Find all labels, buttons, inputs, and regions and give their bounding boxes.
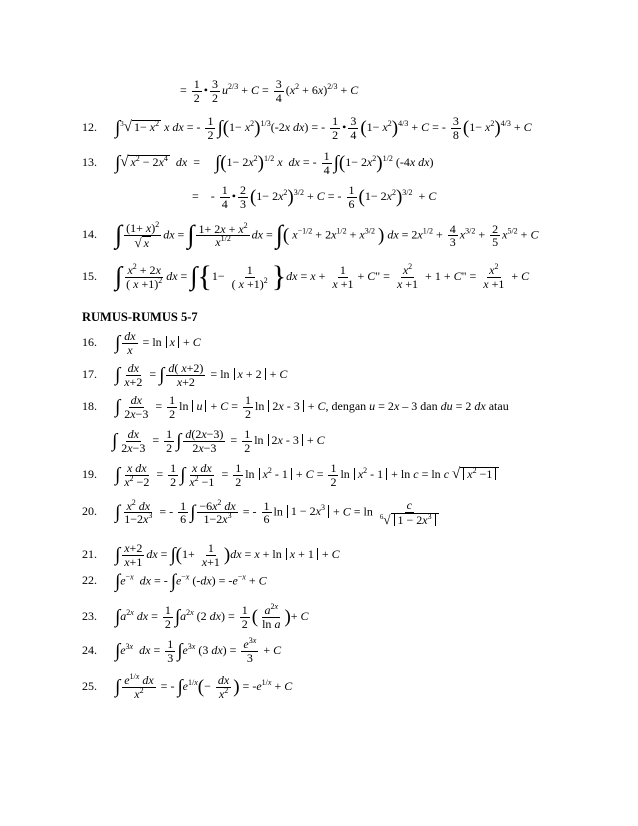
formula-number: 22.	[82, 573, 97, 588]
formula-17: 17. ∫ $\frac{dx}{x+2}$ = ∫ $\frac{d( x+2)}{x+2}$ = ln x + 2 + C	[82, 361, 288, 389]
formula-number: 24.	[82, 642, 97, 657]
formula-number: 21.	[82, 546, 97, 561]
formula-number: 13.	[82, 154, 97, 169]
section-heading: RUMUS-RUMUS 5-7	[82, 310, 198, 324]
formula-12: 12. ∫$^3$√ $1- x^2$ x dx = - $\frac{1}{2}$ $\int(1- x^2)^{1/3}(-2x$ dx) = - $\frac{1}{2}$ • $\frac{3}{4}$ $(1- x^2)^{4/3} + C$ = - $\frac{3}{8}$ $(1- x^2)^{4/3} + C$	[82, 114, 532, 142]
formula-19: 19. ∫ $\frac{\text{x dx}}{x^2 -2}$ = $\frac{1}{2}$ ∫ $\frac{\text{x dx}}{x^2 -1}$ = $\frac{1}{2}$ $\ln x^2 - 1 + C$ = $\frac{1}{2}$ $\ln x^2 - 1 + \ln c = \ln c$ √ $x^2 -1$	[82, 462, 499, 488]
formula-number: 12.	[82, 119, 97, 134]
formula-16: 16. ∫ $\frac{dx}{x}$ = ln x + C	[82, 329, 201, 357]
formula-number: 17.	[82, 366, 97, 381]
formula-14: 14. ∫ $\frac{(1+ x)^2}{√ x}$ dx = ∫ $\frac{1+ 2x + x^2}{x^{1/2}}$ dx = ∫( $x^{-1/2} + 2x^{1/2} + x^{3/2}$ ) dx = $2x^{1/2}$ + $\frac{4}{3}$ $x^{3/2}$ + $\frac{2}{5}$ $x^{5/2} + C$	[82, 220, 539, 250]
formula-number: 25.	[82, 678, 97, 693]
formula-24: 24. $\int e^{3x}$ dx = $\frac{1}{3}$ $\int e^{3x}$ (3 dx) = $\frac{e^{3x}}{3}$ + C	[82, 636, 282, 665]
formula-15: 15. ∫ $\frac{x^2 + 2x}{( x +1)^2}$ dx = ∫{1− $\frac{1}{( x +1)^2}$ }dx = x + $\frac{1}{x +1}$ + C" = $\frac{x^2}{x +1}$ + 1 + C" = $\frac{x^2}{x +1}$ + C	[82, 260, 530, 294]
formula-number: 15.	[82, 268, 97, 283]
formula-18: 18. ∫ $\frac{dx}{2x-3}$ = $\frac{1}{2}$ ln u + C = $\frac{1}{2}$ ln 2x - 3 + C, dengan u = 2x – 3 dan du = 2 dx atau	[82, 393, 509, 421]
formula-13-continuation: = - $\frac{1}{4}$ • $\frac{2}{3}$ $(1- 2x^2)^{3/2} + C$ = - $\frac{1}{6}$ $(1- 2x^2)^{3/2} + C$	[192, 183, 437, 211]
formula-23: 23. $\int a^{2x}$ dx = $\frac{1}{2}$ $\int a^{2x}$ (2 dx) = $\frac{1}{2}$ ( $\frac{a^{2x}}{\text{ln a}}$ )+ C	[82, 602, 309, 631]
formula-number: 19.	[82, 466, 97, 481]
formula-number: 16.	[82, 334, 97, 349]
formula-number: 14.	[82, 227, 97, 242]
formula-11-continuation: = $\frac{1}{2}$ • $\frac{3}{2}$ $u^{2/3} + C$ = $\frac{3}{4}$ $(x^2 + 6x)^{2/3} + C$	[180, 77, 359, 105]
formula-21: 21. ∫ $\frac{x+2}{x+1}$ dx = ∫(1+ $\frac{1}{x+1}$ )dx = x + ln x + 1 + C	[82, 541, 340, 569]
formula-13: 13. ∫√ $x^2 - 2x^4$ dx = $\int(1- 2x^2)^{1/2}$ x dx = - $\frac{1}{4}$ $\int(1- 2x^2)^{1/2}$ (-4x dx)	[82, 149, 434, 177]
formula-18-alt: ∫ $\frac{dx}{2x-3}$ = $\frac{1}{2}$ ∫ $\frac{d(2x-3)}{2x-3}$ = $\frac{1}{2}$ ln 2x - 3 + C	[112, 427, 325, 455]
formula-20: 20. ∫ $\frac{x^2 dx}{1-2x^3}$ = - $\frac{1}{6}$ ∫ $\frac{-6x^2 dx}{1-2x^3}$ = - $\frac{1}{6}$ $\ln 1 - 2x^3 + C = \ln$ $\frac{c}{^6√ 1 - 2x^3}$	[82, 499, 443, 526]
formula-25: 25. ∫ $\frac{e^{1/x} dx}{x^2}$ = - $\int e^{1/x}(-$ $\frac{dx}{x^2}$ ) = $-e^{1/x} + C$	[82, 672, 293, 701]
formula-number: 23.	[82, 608, 97, 623]
formula-number: 20.	[82, 504, 97, 519]
formula-22: 22. $\int e^{-x}$ dx = - $\int e^{-x}$ $(-dx) = -e^{-x} + C$	[82, 571, 267, 592]
formula-number: 18.	[82, 398, 97, 413]
